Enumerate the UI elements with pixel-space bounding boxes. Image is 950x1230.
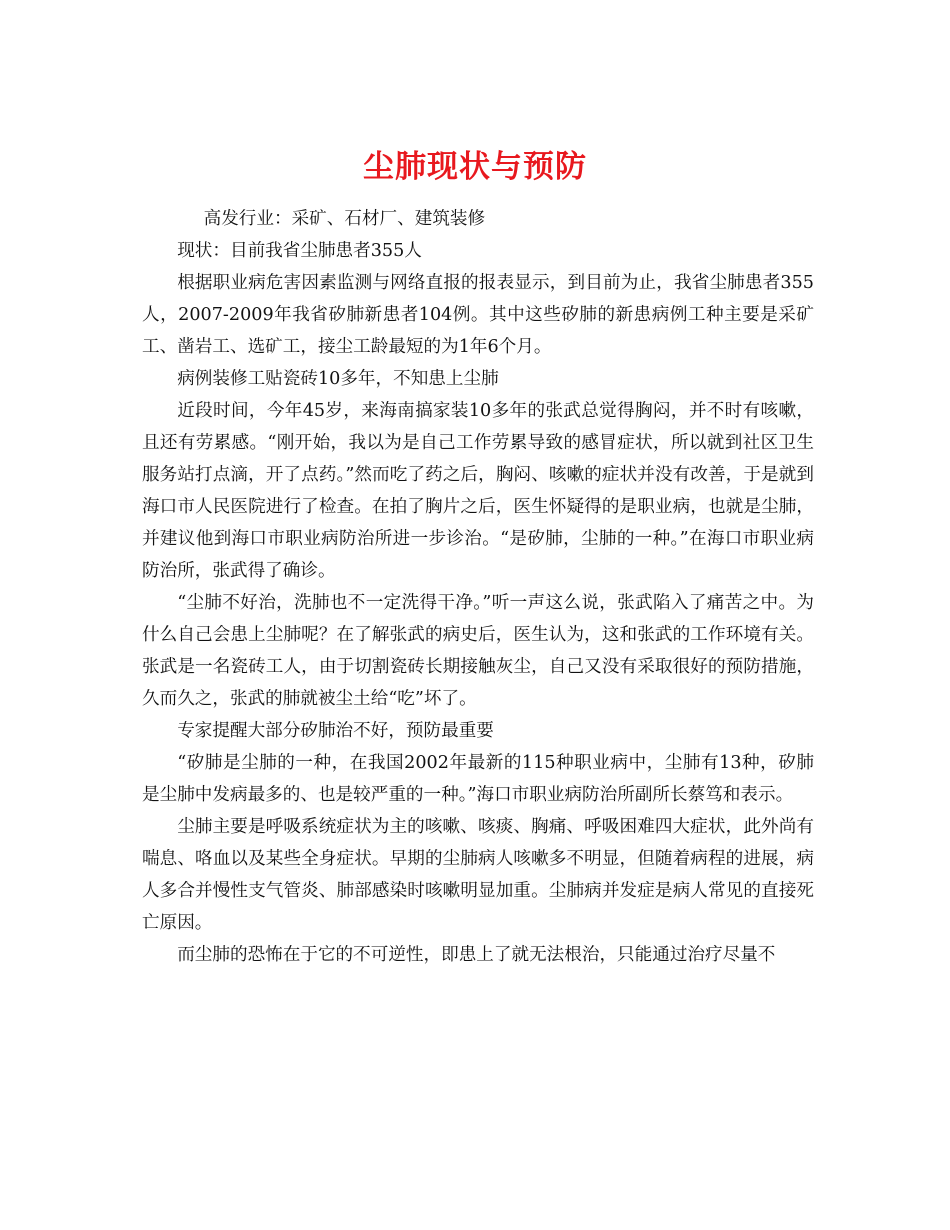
paragraph-statistics: 根据职业病危害因素监测与网络直报的报表显示，到目前为止，我省尘肺患者355人，2007-2009年我省矽肺新患者104例。其中这些矽肺的新患病例工种主要是采矿工、凿岩工、选矿工，接尘工龄最短的为1年6个月。: [142, 273, 814, 357]
paragraph-case-heading: 病例装修工贴瓷砖10多年，不知患上尘肺: [177, 369, 499, 389]
paragraph-expert-heading: 专家提醒大部分矽肺治不好，预防最重要: [177, 721, 494, 741]
paragraph-case-story: 近段时间，今年45岁，来海南搞家装10多年的张武总觉得胸闷，并不时有咳嗽，且还有劳累感。“刚开始，我以为是自己工作劳累导致的感冒症状，所以就到社区卫生服务站打点滴，开了点药。”然而吃了药之后，胸闷、咳嗽的症状并没有改善，于是就到海口市人民医院进行了检查。在拍了胸片之后，医生怀疑得的是职业病，也就是尘肺，并建议他到海口市职业病防治所进一步诊治。“是矽肺，尘肺的一种。”在海口市职业病防治所，张武得了确诊。: [142, 401, 814, 581]
paragraph-case-cause: “尘肺不好治，洗肺也不一定洗得干净。”听一声这么说，张武陷入了痛苦之中。为什么自己会患上尘肺呢？在了解张武的病史后，医生认为，这和张武的工作环境有关。张武是一名瓷砖工人，由于切割瓷砖长期接触灰尘，自己又没有采取很好的预防措施，久而久之，张武的肺就被尘土给“吃”坏了。: [142, 593, 814, 709]
paragraph-status: 现状：目前我省尘肺患者355人: [177, 241, 422, 261]
paragraph-industries: 高发行业：采矿、石材厂、建筑装修: [203, 209, 486, 229]
paragraph-symptoms: 尘肺主要是呼吸系统症状为主的咳嗽、咳痰、胸痛、呼吸困难四大症状，此外尚有喘息、咯血以及某些全身症状。早期的尘肺病人咳嗽多不明显，但随着病程的进展，病人多合并慢性支气管炎、肺部感染时咳嗽明显加重。尘肺病并发症是病人常见的直接死亡原因。: [142, 817, 814, 933]
document-body: [142, 203, 814, 971]
paragraph-expert-quote: “矽肺是尘肺的一种，在我国2002年最新的115种职业病中，尘肺有13种，矽肺是尘肺中发病最多的、也是较严重的一种。”海口市职业病防治所副所长蔡笃和表示。: [142, 753, 814, 805]
paragraph-irreversibility: 而尘肺的恐怖在于它的不可逆性，即患上了就无法根治，只能通过治疗尽量不: [177, 945, 776, 965]
document-title: 尘肺现状与预防: [363, 148, 587, 185]
